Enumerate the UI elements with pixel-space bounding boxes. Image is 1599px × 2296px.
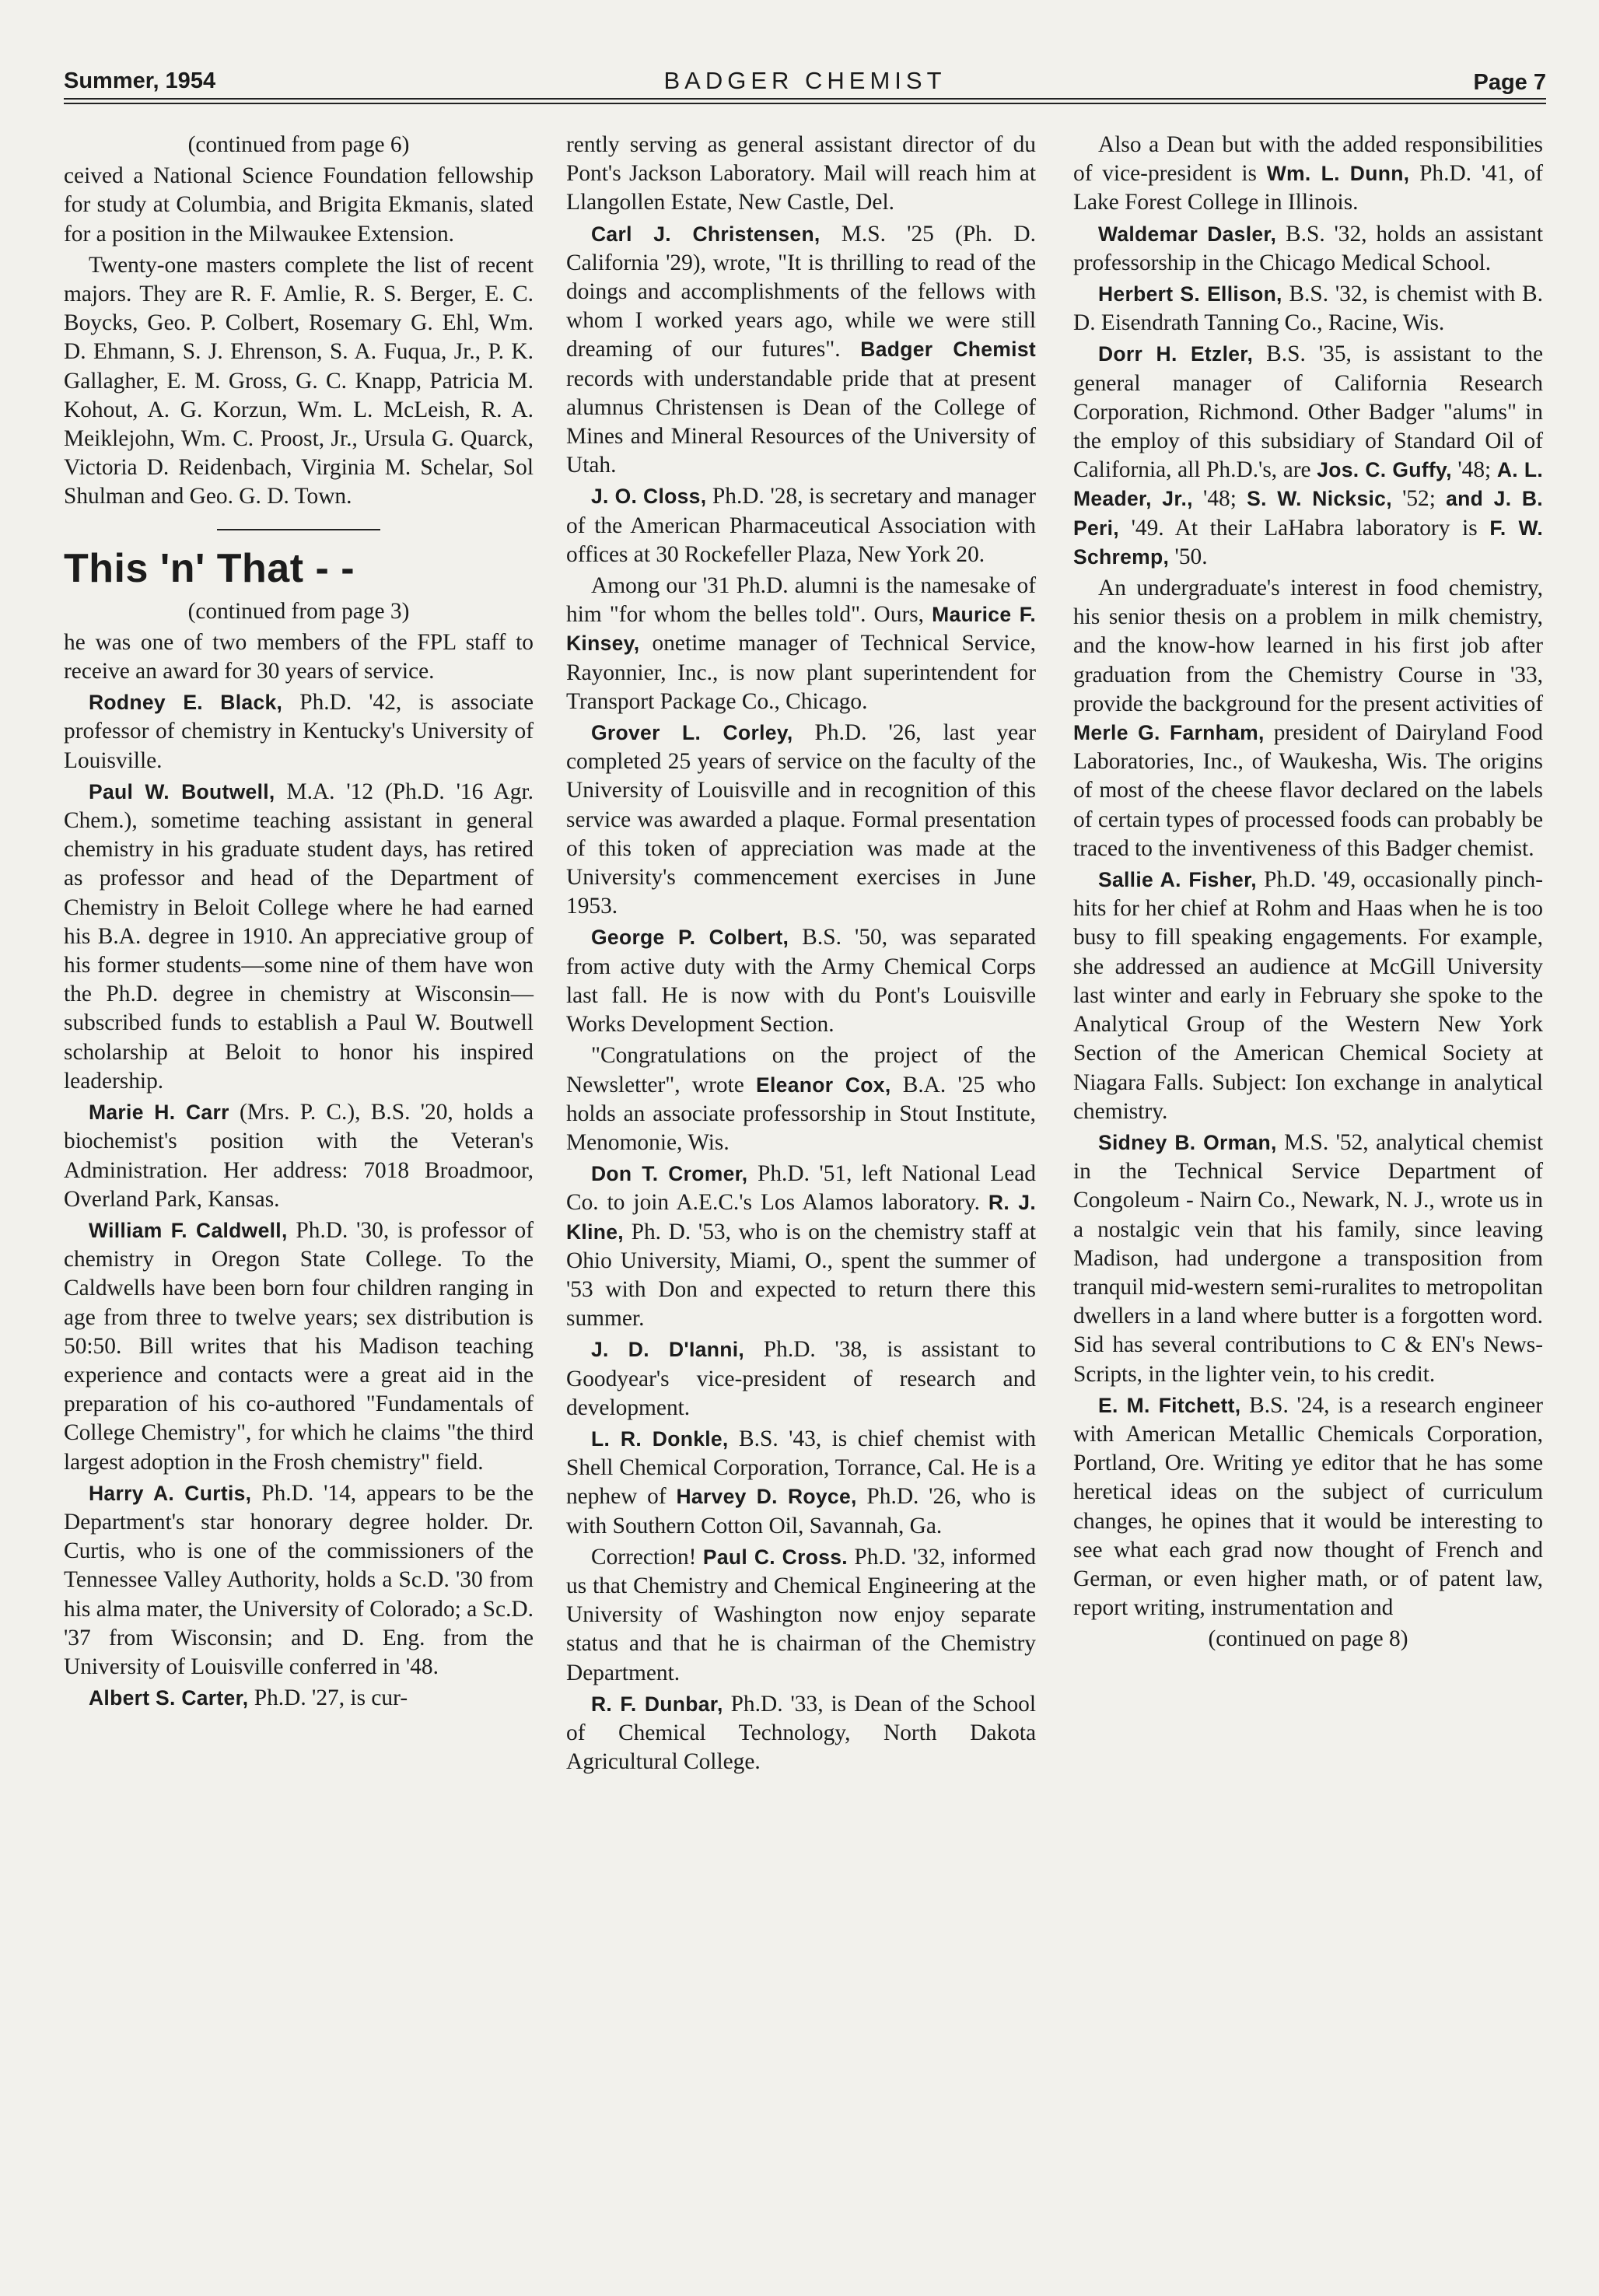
section-title: This 'n' That - - [64,545,355,591]
paragraph: ceived a National Science Foundation fellowship for study at Columbia, and Brigita Ekmanis, slated for a position in the Milwaukee Extension. [64,163,534,247]
page-header [64,65,1546,101]
alumni-note: Rodney E. Black, Ph.D. '42, is associate professor of chemistry in Kentucky's University of Louisville. [64,690,534,773]
alumni-note: J. O. Closs, Ph.D. '28, is secretary and manager of the American Pharmaceutical Association with offices at 30 Rockefeller Plaza, New York 20. [566,484,1036,567]
alumni-note: "Congratulations on the project of the Newsletter", wrote Eleanor Cox, B.A. '25 who holds an associate professorship in Stout Institute, Menomonie, Wis. [566,1043,1037,1155]
alumnus-name: Marie H. Carr [89,1101,229,1125]
header-rule-top [64,98,1546,100]
alumnus-name: William F. Caldwell, [89,1218,288,1242]
publication-title: BADGER CHEMIST [663,67,946,94]
alumnus-name: Maurice F. Kinsey, [566,603,1036,656]
paragraph: Twenty-one masters complete the list of recent majors. They are R. F. Amlie, R. S. Berger, E. C. Boycks, Geo. P. Colbert, Rosemary G. Ehl, Wm. D. Ehmann, S. J. Ehrenson, S. A. Fuqua, Jr., P. K. Gallagher, E. M. Gross, G. C. Knapp, Patricia M. Kohout, A. G. Korzun, Wm. L. McLeish, R. A. Meiklejohn, Wm. C. Proost, Jr., Ursula G. Quarck, Victoria D. Reidenbach, Virginia M. Schelar, Sol Shulman and Geo. G. D. Town. [64,252,534,509]
alumnus-name: Carl J. Christensen, [591,222,820,246]
alumnus-name: and J. B. Peri, [1073,487,1543,540]
alumnus-name: Harvey D. Royce, [676,1485,857,1509]
section-divider [217,529,380,530]
alumni-note: Marie H. Carr (Mrs. P. C.), B.S. '20, holds a biochemist's position with the Veteran's Administration. Her address: 7018 Broadmoor, Overland Park, Kansas. [64,1100,534,1212]
alumni-note: J. D. D'Ianni, Ph.D. '38, is assistant to Goodyear's vice-president of research and development. [566,1337,1036,1420]
alumnus-name: Sidney B. Orman, [1098,1130,1277,1154]
alumnus-name: Paul C. Cross. [702,1545,848,1569]
alumnus-name: Albert S. Carter, [89,1686,249,1710]
alumnus-name: Rodney E. Black, [89,691,283,715]
alumnus-name: Wm. L. Dunn, [1266,162,1410,186]
column-3 [1073,131,1543,1657]
alumnus-name: J. O. Closs, [591,485,707,509]
column-1 [64,131,534,1715]
alumni-note: Don T. Cromer, Ph.D. '51, left National Lead Co. to join A.E.C.'s Los Alamos laboratory. R. J. Kline, Ph. D. '53, who is on the chemistry staff at Ohio University, Miami, O., spent the summer of '53 with Don and expected to return there this summer. [566,1161,1037,1332]
paragraph: he was one of two members of the FPL staff to receive an award for 30 years of service. [64,629,534,684]
alumni-note: Albert S. Carter, Ph.D. '27, is cur- [89,1685,408,1711]
alumni-note: Among our '31 Ph.D. alumni is the namesake of him "for whom the belles told". Ours, Maurice F. Kinsey, onetime manager of Technical Service, Rayonnier, Inc., is now plant superintendent for Transport Package Co., Chicago. [566,573,1036,714]
alumni-note: Paul W. Boutwell, M.A. '12 (Ph.D. '16 Agr. Chem.), sometime teaching assistant in general chemistry in his graduate student days, has retired as professor and head of the Department of Chemistry in Beloit College where he had earned his B.A. degree in 1910. An appreciative group of his former students—some nine of them have won the Ph.D. degree in chemistry at Wisconsin—subscribed funds to establish a Paul W. Boutwell scholarship at Beloit to honor his inspired leadership. [64,779,534,1094]
publication-name: Badger Chemist [860,338,1036,362]
alumni-note: Also a Dean but with the added responsibilities of vice-president is Wm. L. Dunn, Ph.D. '41, of Lake Forest College in Illinois. [1073,132,1543,215]
alumni-note: George P. Colbert, B.S. '50, was separated from active duty with the Army Chemical Corps last fall. He is now with du Pont's Louisville Works Development Section. [566,925,1036,1038]
alumnus-name: Grover L. Corley, [591,721,793,745]
alumnus-name: E. M. Fitchett, [1098,1393,1241,1417]
alumnus-name: S. W. Nicksic, [1247,487,1392,511]
continued-from-note: (continued from page 6) [187,132,410,157]
alumni-note: E. M. Fitchett, B.S. '24, is a research engineer with American Metallic Chemicals Corporation, Portland, Ore. Writing ye editor that he has some heretical ideas on the subject of curriculum changes, he opines that it would be interesting to see what each grad now thought of French and German, or even higher math, or of patent law, report writing, instrumentation and [1073,1392,1544,1621]
alumnus-name: L. R. Donkle, [591,1426,729,1451]
alumnus-name: Don T. Cromer, [591,1162,748,1186]
alumni-note: Carl J. Christensen, M.S. '25 (Ph. D. California '29), wrote, "It is thrilling to read of the doings and accomplishments of the fellows with whom I worked years ago, while we were still dreaming of our futures". Badger Chemist records with understandable pride that at present alumnus Christensen is Dean of the College of Mines and Mineral Resources of the University of Utah. [566,221,1036,478]
header-rule-bottom [64,103,1546,104]
alumnus-name: Paul W. Boutwell, [89,779,275,803]
alumnus-name: Merle G. Farnham, [1073,721,1265,745]
alumnus-name: Herbert S. Ellison, [1098,282,1282,306]
alumnus-name: R. J. Kline, [566,1191,1036,1244]
alumni-note: Grover L. Corley, Ph.D. '26, last year completed 25 years of service on the faculty of the University of Louisville and in recognition of this service was awarded a plaque. Formal presentation of this token of appreciation was made at the University's commencement exercises in June 1953. [566,720,1036,919]
continued-on-note: (continued on page 8) [1208,1626,1408,1652]
alumnus-name: Harry A. Curtis, [89,1481,252,1505]
alumni-note: Sidney B. Orman, M.S. '52, analytical chemist in the Technical Service Department of Congoleum - Nairn Co., Newark, N. J., wrote us in a nostalgic vein that his family, since leaving Madison, had undergone a transposition from tranquil mid-western semi-ruralites to metropolitan dwellers in a land where butter is a forgotten word. Sid has several contributions to C & EN's News-Scripts, in the lighter vein, to his credit. [1073,1129,1543,1387]
alumni-note: L. R. Donkle, B.S. '43, is chief chemist with Shell Chemical Corporation, Torrance, Cal. He is a nephew of Harvey D. Royce, Ph.D. '26, who is with Southern Cotton Oil, Savannah, Ga. [566,1426,1037,1538]
alumni-note: Herbert S. Ellison, B.S. '32, is chemist with B. D. Eisendrath Tanning Co., Racine, Wis. [1073,282,1543,336]
alumnus-name: George P. Colbert, [591,926,789,950]
alumnus-name: Eleanor Cox, [756,1073,891,1097]
column-2 [566,131,1036,1779]
alumnus-name: F. W. Schremp, [1073,516,1543,569]
alumnus-name: Waldemar Dasler, [1098,222,1277,246]
alumni-note: Correction! Paul C. Cross. Ph.D. '32, informed us that Chemistry and Chemical Engineering at the University of Washington now enjoy separate status and that he is chairman of the Chemistry Department. [566,1544,1036,1685]
alumni-note: Sallie A. Fisher, Ph.D. '49, occasionally pinch-hits for her chief at Rohm and Haas when he is too busy to fill speaking engagements. For example, she addressed an audience at McGill University last winter and early in February she spoke to the Analytical Group of the Western New York Section of the American Chemical Society at Niagara Falls. Subject: Ion exchange in analytical chemistry. [1073,867,1543,1124]
alumnus-name: R. F. Dunbar, [591,1692,723,1716]
alumni-note: William F. Caldwell, Ph.D. '30, is professor of chemistry in Oregon State College. To the Caldwells have been born four children ranging in age from three to twelve years; sex distribution is 50:50. Bill writes that his Madison teaching experience and contacts were a great aid in the preparation of his co-authored "Fundamentals of College Chemistry", for which he claims "the third largest adoption in the Frosh chemistry" field. [64,1217,534,1475]
alumni-note: Waldemar Dasler, B.S. '32, holds an assistant professorship in the Chicago Medical School. [1073,221,1543,275]
alumnus-name: Dorr H. Etzler, [1098,342,1254,366]
alumnus-name: A. L. Meader, Jr., [1073,458,1543,511]
alumni-note: R. F. Dunbar, Ph.D. '33, is Dean of the School of Chemical Technology, North Dakota Agricultural College. [566,1691,1037,1775]
alumnus-name: Jos. C. Guffy, [1317,458,1452,482]
alumni-note: An undergraduate's interest in food chemistry, his senior thesis on a problem in milk chemistry, and the know-how learned in his first job after graduation from the Chemistry Course in '33, provide the background for the present activities of Merle G. Farnham, president of Dairyland Food Laboratories, Inc., of Waukesha, Wis. The origins of most of the cheese flavor declared on the labels of certain types of processed foods can probably be traced to the inventiveness of this Badger chemist. [1073,576,1543,861]
alumni-note: Harry A. Curtis, Ph.D. '14, appears to be the Department's star honorary degree holder. Dr. Curtis, who is one of the commissioners of the Tennessee Valley Authority, holds a Sc.D. '30 from his alma mater, the University of Colorado; a Sc.D. '37 from Wisconsin; and D. Eng. from the University of Louisville conferred in '48. [64,1480,534,1679]
alumni-note: Dorr H. Etzler, B.S. '35, is assistant to the general manager of California Research Corporation, Richmond. Other Badger "alums" in the employ of this subsidiary of Standard Oil of California, all Ph.D.'s, are Jos. C. Guffy, '48; A. L. Meader, Jr., '48; S. W. Nicksic, '52; and J. B. Peri, '49. At their LaHabra laboratory is F. W. Schremp, '50. [1073,341,1543,569]
alumnus-name: J. D. D'Ianni, [591,1338,745,1362]
alumnus-name: Sallie A. Fisher, [1098,868,1257,892]
page-number: Page 7 [1473,70,1546,95]
issue-date: Summer, 1954 [64,68,216,93]
paragraph: rently serving as general assistant director of du Pont's Jackson Laboratory. Mail will reach him at Llangollen Estate, New Castle, Del. [566,132,1036,215]
continued-from-note: (continued from page 3) [187,598,410,624]
